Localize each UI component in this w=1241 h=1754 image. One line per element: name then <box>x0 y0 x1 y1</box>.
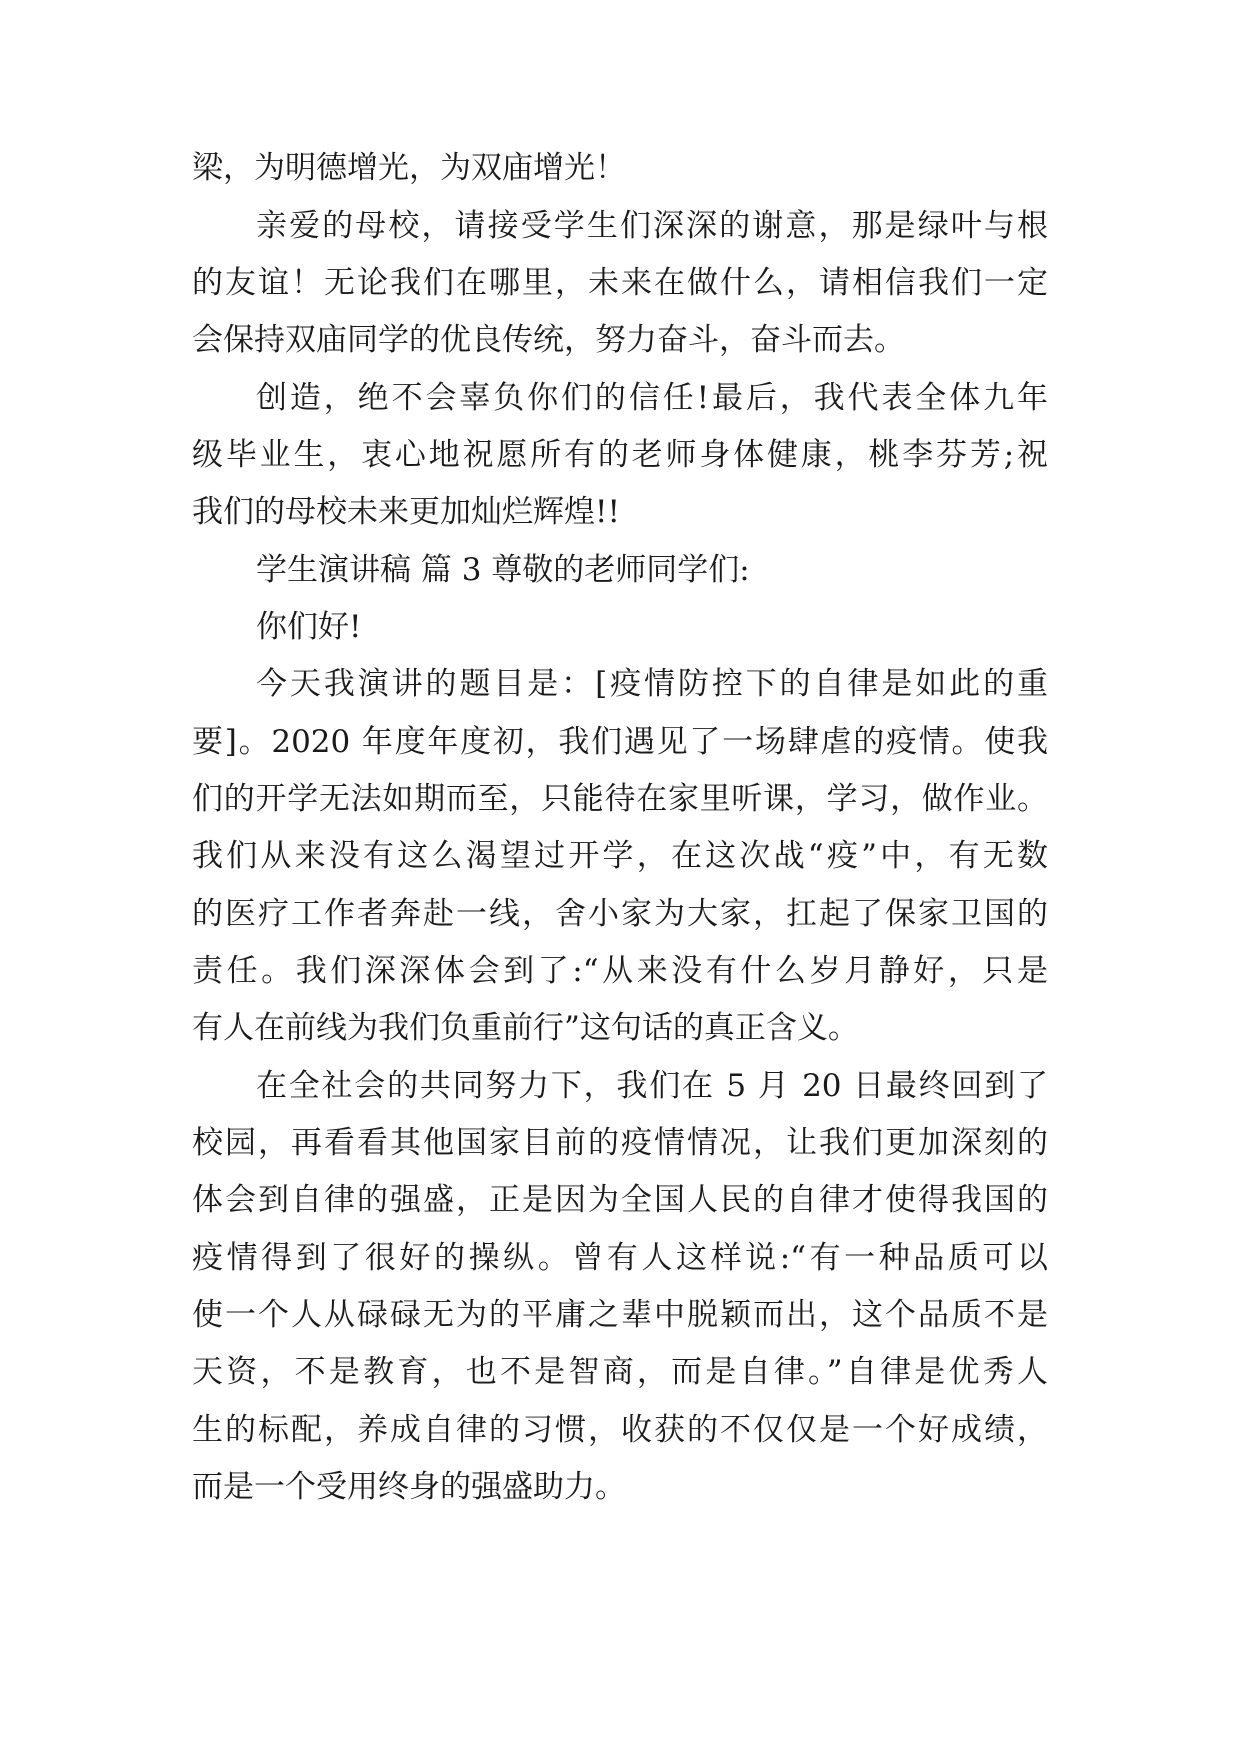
text-line: 体会到自律的强盛，正是因为全国人民的自律才使得我国的 <box>192 1182 1048 1218</box>
text-line: 级毕业生，衷心地祝愿所有的老师身体健康，桃李芬芳;祝 <box>192 437 1048 473</box>
text-line: 我们从来没有这么渴望过开学，在这次战“疫”中，有无数 <box>192 838 1048 874</box>
text-line: 疫情得到了很好的操纵。曾有人这样说:“有一种品质可以 <box>192 1240 1048 1276</box>
text-line: 天资，不是教育，也不是智商，而是自律。”自律是优秀人 <box>192 1354 1048 1390</box>
text-line: 的医疗工作者奔赴一线，舍小家为大家，扛起了保家卫国的 <box>192 896 1048 932</box>
text-line: 会保持双庙同学的优良传统，努力奋斗，奋斗而去。 <box>192 322 905 358</box>
text-line: 责任。我们深深体会到了:“从来没有什么岁月静好，只是 <box>192 953 1048 989</box>
text-line: 校园，再看看其他国家目前的疫情情况，让我们更加深刻的 <box>192 1125 1048 1161</box>
text-line: 的友谊！无论我们在哪里，未来在做什么，请相信我们一定 <box>192 265 1048 301</box>
paragraph-first-line: 在全社会的共同努力下，我们在 5 月 20 日最终回到了 <box>256 1068 1048 1104</box>
text-line: 而是一个受用终身的强盛助力。 <box>192 1469 626 1505</box>
text-line: 梁，为明德增光，为双庙增光！ <box>192 150 626 186</box>
text-line: 生的标配，养成自律的习惯，收获的不仅仅是一个好成绩， <box>192 1412 1048 1448</box>
text-line: 我们的母校未来更加灿烂辉煌!! <box>192 494 620 530</box>
greeting-line: 你们好! <box>256 609 362 645</box>
paragraph-first-line: 今天我演讲的题目是：[疫情防控下的自律是如此的重 <box>256 666 1048 702</box>
paragraph-first-line: 亲爱的母校，请接受学生们深深的谢意，那是绿叶与根 <box>256 208 1048 244</box>
text-line: 们的开学无法如期而至，只能待在家里听课，学习，做作业。 <box>192 781 1048 817</box>
paragraph-first-line: 创造，绝不会辜负你们的信任!最后，我代表全体九年 <box>256 380 1048 416</box>
text-line: 要]。2020 年度年度初，我们遇见了一场肆虐的疫情。使我 <box>192 724 1048 760</box>
text-line: 使一个人从碌碌无为的平庸之辈中脱颖而出，这个品质不是 <box>192 1297 1048 1333</box>
text-line: 有人在前线为我们负重前行”这句话的真正含义。 <box>192 1010 859 1046</box>
section-heading: 学生演讲稿 篇 3 尊敬的老师同学们: <box>256 552 750 588</box>
